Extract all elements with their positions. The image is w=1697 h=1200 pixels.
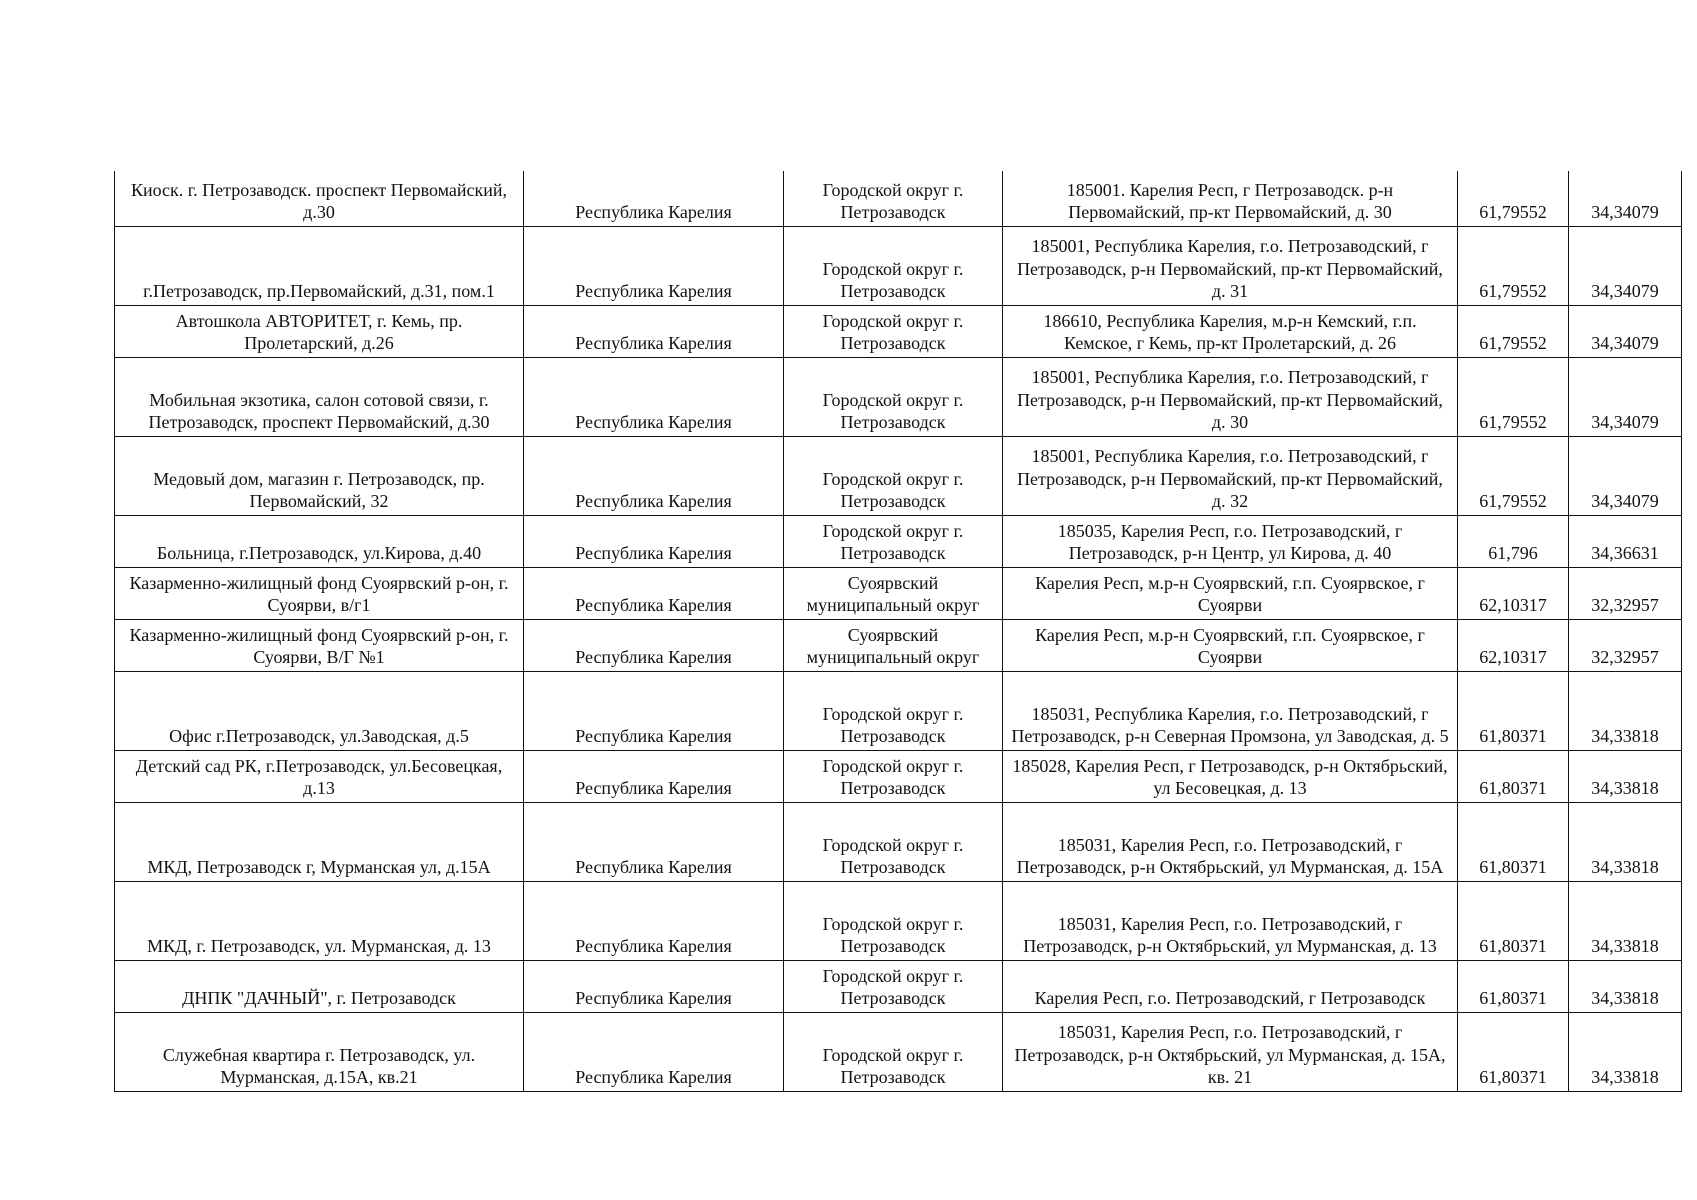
object-name-cell: Автошкола АВТОРИТЕТ, г. Кемь, пр. Пролетарский, д.26	[115, 305, 524, 357]
objects-table	[114, 171, 1682, 1092]
district-cell: Городской округ г. Петрозаводск	[784, 171, 1003, 226]
region-cell: Республика Карелия	[524, 171, 784, 226]
district-cell: Городской округ г. Петрозаводск	[784, 750, 1003, 802]
table-row	[115, 515, 1682, 567]
longitude-cell: 34,33818	[1569, 1012, 1682, 1091]
district-cell: Городской округ г. Петрозаводск	[784, 436, 1003, 515]
longitude-cell: 34,34079	[1569, 305, 1682, 357]
object-name-cell: Киоск. г. Петрозаводск. проспект Первомайский, д.30	[115, 171, 524, 226]
region-cell: Республика Карелия	[524, 750, 784, 802]
region-cell: Республика Карелия	[524, 802, 784, 881]
object-name-cell: ДНПК "ДАЧНЫЙ", г. Петрозаводск	[115, 960, 524, 1012]
longitude-cell: 34,33818	[1569, 802, 1682, 881]
address-cell: Карелия Респ, м.р-н Суоярвский, г.п. Суоярвское, г Суоярви	[1003, 619, 1458, 671]
table-row	[115, 1012, 1682, 1091]
table-row	[115, 960, 1682, 1012]
latitude-cell: 61,80371	[1458, 881, 1569, 960]
district-cell: Городской округ г. Петрозаводск	[784, 305, 1003, 357]
address-cell: 185001, Республика Карелия, г.о. Петрозаводский, г Петрозаводск, р-н Первомайский, пр-кт Первомайский, д. 30	[1003, 357, 1458, 436]
region-cell: Республика Карелия	[524, 619, 784, 671]
region-cell: Республика Карелия	[524, 881, 784, 960]
address-cell: 185035, Карелия Респ, г.о. Петрозаводский, г Петрозаводск, р-н Центр, ул Кирова, д. 40	[1003, 515, 1458, 567]
object-name-cell: Казарменно-жилищный фонд Суоярвский р-он, г. Суоярви, В/Г №1	[115, 619, 524, 671]
district-cell: Суоярвский муниципальный округ	[784, 567, 1003, 619]
region-cell: Республика Карелия	[524, 357, 784, 436]
longitude-cell: 34,33818	[1569, 881, 1682, 960]
region-cell: Республика Карелия	[524, 671, 784, 750]
district-cell: Городской округ г. Петрозаводск	[784, 515, 1003, 567]
table-row	[115, 171, 1682, 226]
longitude-cell: 34,33818	[1569, 671, 1682, 750]
latitude-cell: 61,80371	[1458, 960, 1569, 1012]
table-row	[115, 567, 1682, 619]
latitude-cell: 61,79552	[1458, 171, 1569, 226]
longitude-cell: 34,34079	[1569, 357, 1682, 436]
latitude-cell: 61,79552	[1458, 357, 1569, 436]
district-cell: Городской округ г. Петрозаводск	[784, 960, 1003, 1012]
longitude-cell: 32,32957	[1569, 567, 1682, 619]
object-name-cell: Мобильная экзотика, салон сотовой связи, г. Петрозаводск, проспект Первомайский, д.30	[115, 357, 524, 436]
region-cell: Республика Карелия	[524, 305, 784, 357]
table-row	[115, 881, 1682, 960]
table-row	[115, 226, 1682, 305]
object-name-cell: Детский сад РК, г.Петрозаводск, ул.Бесовецкая, д.13	[115, 750, 524, 802]
table-row	[115, 305, 1682, 357]
latitude-cell: 61,79552	[1458, 226, 1569, 305]
address-cell: Карелия Респ, м.р-н Суоярвский, г.п. Суоярвское, г Суоярви	[1003, 567, 1458, 619]
object-name-cell: МКД, Петрозаводск г, Мурманская ул, д.15А	[115, 802, 524, 881]
address-cell: 186610, Республика Карелия, м.р-н Кемский, г.п. Кемское, г Кемь, пр-кт Пролетарский, д. 26	[1003, 305, 1458, 357]
longitude-cell: 34,33818	[1569, 750, 1682, 802]
object-name-cell: МКД, г. Петрозаводск, ул. Мурманская, д. 13	[115, 881, 524, 960]
object-name-cell: Служебная квартира г. Петрозаводск, ул. Мурманская, д.15А, кв.21	[115, 1012, 524, 1091]
longitude-cell: 34,34079	[1569, 171, 1682, 226]
district-cell: Городской округ г. Петрозаводск	[784, 671, 1003, 750]
object-name-cell: Казарменно-жилищный фонд Суоярвский р-он, г. Суоярви, в/г1	[115, 567, 524, 619]
table-row	[115, 357, 1682, 436]
address-cell: 185028, Карелия Респ, г Петрозаводск, р-н Октябрьский, ул Бесовецкая, д. 13	[1003, 750, 1458, 802]
latitude-cell: 61,796	[1458, 515, 1569, 567]
longitude-cell: 34,34079	[1569, 226, 1682, 305]
latitude-cell: 61,80371	[1458, 1012, 1569, 1091]
longitude-cell: 32,32957	[1569, 619, 1682, 671]
district-cell: Городской округ г. Петрозаводск	[784, 1012, 1003, 1091]
region-cell: Республика Карелия	[524, 436, 784, 515]
address-cell: 185001. Карелия Респ, г Петрозаводск. р-н Первомайский, пр-кт Первомайский, д. 30	[1003, 171, 1458, 226]
district-cell: Суоярвский муниципальный округ	[784, 619, 1003, 671]
address-cell: 185001, Республика Карелия, г.о. Петрозаводский, г Петрозаводск, р-н Первомайский, пр-кт Первомайский, д. 31	[1003, 226, 1458, 305]
region-cell: Республика Карелия	[524, 226, 784, 305]
region-cell: Республика Карелия	[524, 567, 784, 619]
address-cell: 185001, Республика Карелия, г.о. Петрозаводский, г Петрозаводск, р-н Первомайский, пр-кт Первомайский, д. 32	[1003, 436, 1458, 515]
latitude-cell: 62,10317	[1458, 567, 1569, 619]
district-cell: Городской округ г. Петрозаводск	[784, 881, 1003, 960]
district-cell: Городской округ г. Петрозаводск	[784, 226, 1003, 305]
address-cell: 185031, Карелия Респ, г.о. Петрозаводский, г Петрозаводск, р-н Октябрьский, ул Мурманская, д. 13	[1003, 881, 1458, 960]
table-row	[115, 802, 1682, 881]
latitude-cell: 61,79552	[1458, 305, 1569, 357]
longitude-cell: 34,34079	[1569, 436, 1682, 515]
district-cell: Городской округ г. Петрозаводск	[784, 802, 1003, 881]
latitude-cell: 61,80371	[1458, 802, 1569, 881]
latitude-cell: 62,10317	[1458, 619, 1569, 671]
longitude-cell: 34,33818	[1569, 960, 1682, 1012]
address-cell: 185031, Карелия Респ, г.о. Петрозаводский, г Петрозаводск, р-н Октябрьский, ул Мурманская, д. 15А, кв. 21	[1003, 1012, 1458, 1091]
address-cell: Карелия Респ, г.о. Петрозаводский, г Петрозаводск	[1003, 960, 1458, 1012]
latitude-cell: 61,80371	[1458, 671, 1569, 750]
region-cell: Республика Карелия	[524, 960, 784, 1012]
latitude-cell: 61,79552	[1458, 436, 1569, 515]
longitude-cell: 34,36631	[1569, 515, 1682, 567]
object-name-cell: г.Петрозаводск, пр.Первомайский, д.31, пом.1	[115, 226, 524, 305]
table-row	[115, 750, 1682, 802]
address-cell: 185031, Республика Карелия, г.о. Петрозаводский, г Петрозаводск, р-н Северная Промзона, ул Заводская, д. 5	[1003, 671, 1458, 750]
table-row	[115, 619, 1682, 671]
address-cell: 185031, Карелия Респ, г.о. Петрозаводский, г Петрозаводск, р-н Октябрьский, ул Мурманская, д. 15А	[1003, 802, 1458, 881]
object-name-cell: Медовый дом, магазин г. Петрозаводск, пр. Первомайский, 32	[115, 436, 524, 515]
object-name-cell: Офис г.Петрозаводск, ул.Заводская, д.5	[115, 671, 524, 750]
region-cell: Республика Карелия	[524, 1012, 784, 1091]
region-cell: Республика Карелия	[524, 515, 784, 567]
object-name-cell: Больница, г.Петрозаводск, ул.Кирова, д.40	[115, 515, 524, 567]
latitude-cell: 61,80371	[1458, 750, 1569, 802]
table-row	[115, 436, 1682, 515]
table-row	[115, 671, 1682, 750]
district-cell: Городской округ г. Петрозаводск	[784, 357, 1003, 436]
